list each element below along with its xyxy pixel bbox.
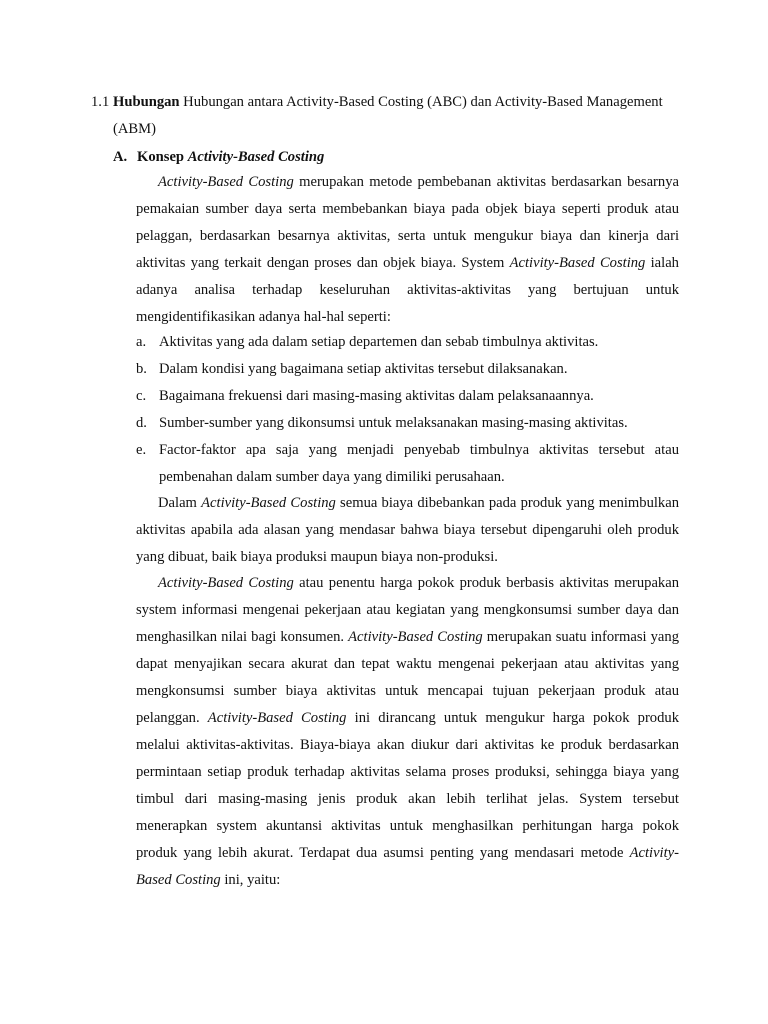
list-item-text: Aktivitas yang ada dalam setiap departemen dan sebab timbulnya aktivitas. xyxy=(159,334,599,350)
term-abc: Activity-Based Costing xyxy=(158,575,294,591)
section-heading-line2: (ABM) xyxy=(113,121,156,137)
list-marker: b. xyxy=(136,361,147,377)
list-item xyxy=(136,383,679,410)
paragraph-2-text-2: semua biaya dibebankan pada produk yang menimbulkan aktivitas apabila ada alasan yang mendasar bahwa biaya tersebut dipengaruhi oleh produk yang dibuat, baik biaya produksi maupun biaya non-produksi. xyxy=(136,495,679,565)
list-marker: a. xyxy=(136,334,147,350)
term-abc: Activity-Based Costing xyxy=(207,710,347,726)
paragraph-3-text-1: atau penentu harga pokok produk berbasis aktivitas merupakan system informasi mengenai pekerjaan atau kegiatan yang mengkonsumsi sumber daya dan menghasilkan nilai bagi konsumen. xyxy=(136,575,679,645)
term-abc: Activity-Based Costing xyxy=(348,629,483,645)
subsection-heading xyxy=(113,144,324,170)
list-item-text: Bagaimana frekuensi dari masing-masing aktivitas dalam pelaksanaannya. xyxy=(159,388,594,404)
paragraph-3 xyxy=(136,570,679,894)
section-title-bold: Hubungan xyxy=(113,94,180,110)
list-marker: e. xyxy=(136,442,147,458)
list-item-text: Factor-faktor apa saja yang menjadi penyebab timbulnya aktivitas tersebut atau pembenahan dalam sumber daya yang dimiliki perusahaan. xyxy=(159,442,679,485)
list-item xyxy=(136,356,679,383)
list-item-text: Sumber-sumber yang dikonsumsi untuk melaksanakan masing-masing aktivitas. xyxy=(159,415,628,431)
subsection-label-bold: Konsep xyxy=(137,149,188,165)
term-abc: Activity-Based Costing xyxy=(136,845,679,888)
paragraph-1-text-2: ialah adanya analisa terhadap keseluruhan aktivitas-aktivitas yang bertujuan untuk mengidentifikasikan adanya hal-hal seperti: xyxy=(136,255,679,325)
paragraph-1-text-1: merupakan metode pembebanan aktivitas berdasarkan besarnya pemakaian sumber daya serta membebankan biaya pada objek biaya seperti produk atau pelaggan, berdasarkan besarnya aktivitas, serta untuk mengukur biaya dan kinerja dari aktivitas yang terkait dengan proses dan objek biaya. System xyxy=(136,174,679,271)
subsection-letter: A. xyxy=(113,149,128,165)
section-title-rest: Hubungan antara Activity-Based Costing (ABC) dan Activity-Based Management xyxy=(179,94,663,110)
paragraph-2 xyxy=(136,490,679,571)
activity-list xyxy=(136,329,679,491)
term-abc: Activity-Based Costing xyxy=(158,174,294,190)
list-item xyxy=(136,329,679,356)
term-abc: Activity-Based Costing xyxy=(509,255,646,271)
paragraph-3-text-4: ini, yaitu: xyxy=(220,872,281,888)
list-item xyxy=(136,410,679,437)
subsection-label-italic: Activity-Based Costing xyxy=(187,149,325,165)
list-item-text: Dalam kondisi yang bagaimana setiap aktivitas tersebut dilaksanakan. xyxy=(159,361,568,377)
list-marker: d. xyxy=(136,415,147,431)
paragraph-3-text-3: ini dirancang untuk mengukur harga pokok produk melalui aktivitas-aktivitas. Biaya-biaya akan diukur dari aktivitas ke produk berdasarkan permintaan setiap produk terhadap aktivitas selama proses produksi, sehingga biaya yang timbul dari masing-masing jenis produk akan lebih terlihat jelas. System tersebut menerapkan system akuntansi aktivitas untuk menghasilkan perhitungan harga pokok produk yang lebih akurat. Terdapat dua asumsi penting yang mendasari metode xyxy=(136,710,679,861)
list-marker: c. xyxy=(136,388,147,404)
paragraph-1 xyxy=(136,169,679,331)
section-number: 1.1 xyxy=(91,94,110,110)
section-heading xyxy=(91,89,691,116)
term-abc: Activity-Based Costing xyxy=(201,495,336,511)
list-item xyxy=(136,437,679,491)
paragraph-2-text-1: Dalam xyxy=(158,495,202,511)
paragraph-3-text-2: merupakan suatu informasi yang dapat menyajikan secara akurat dan tepat waktu mengenai pekerjaan atau aktivitas yang mengkonsumsi sumber biaya aktivitas untuk mencapai tujuan pekerjaan produk atau pelanggan. xyxy=(136,629,680,726)
